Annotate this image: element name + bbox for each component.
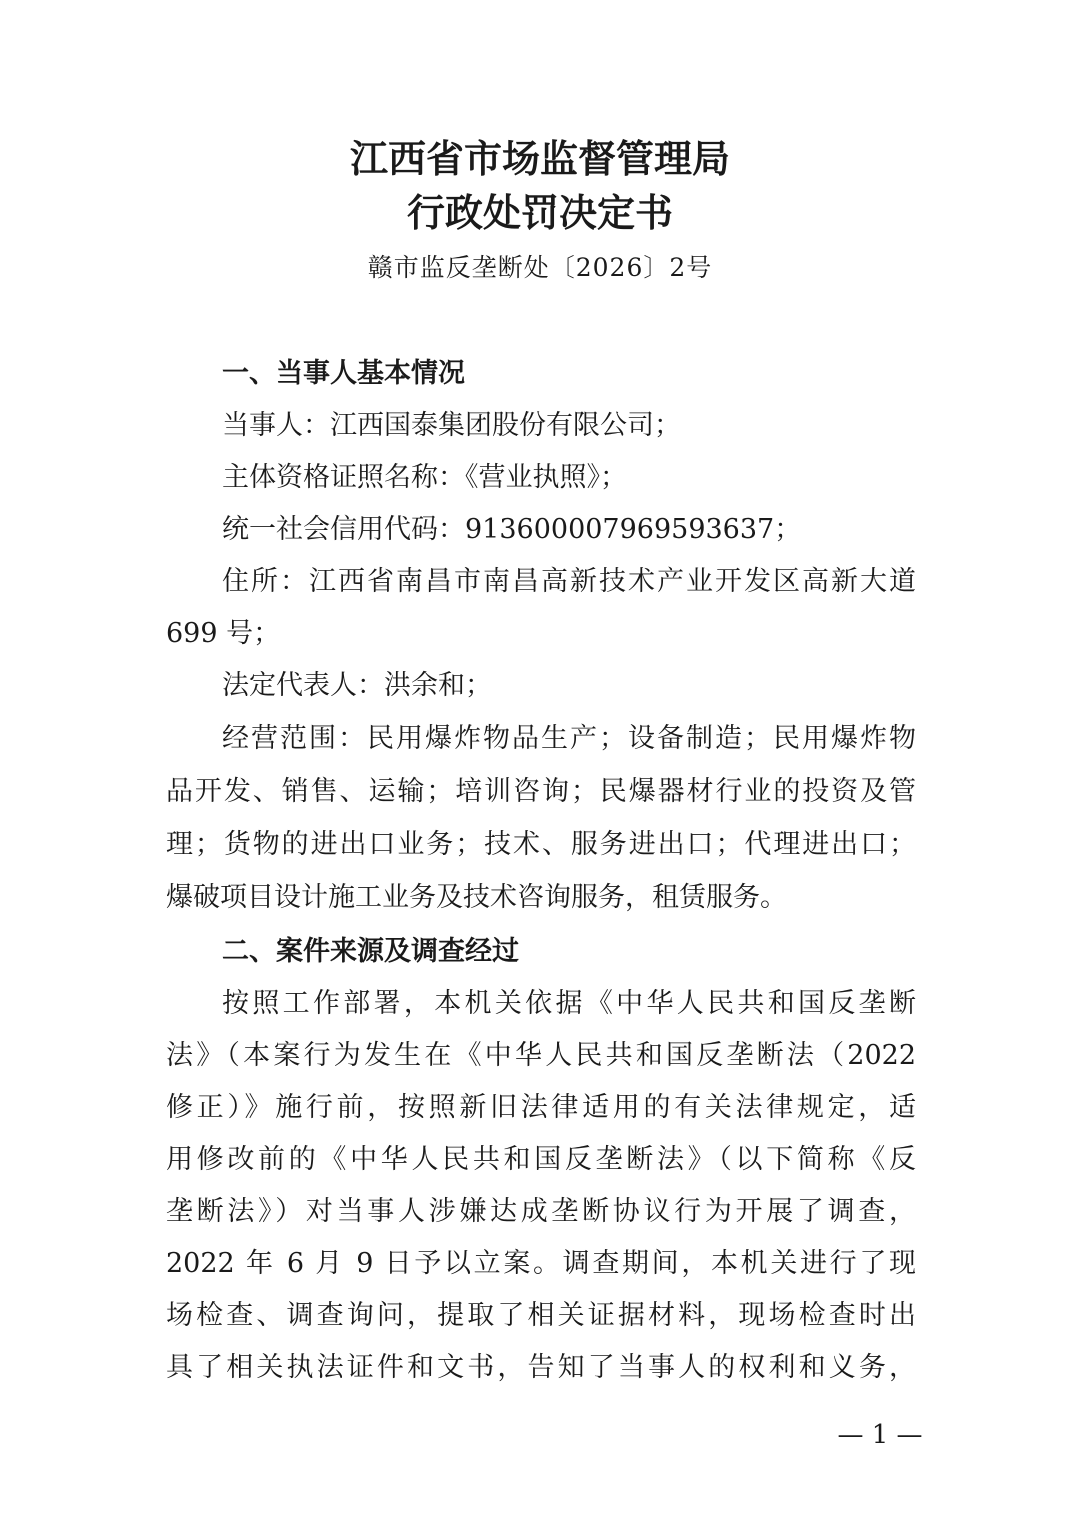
- legal-representative-line: 法定代表人：洪余和；: [222, 670, 492, 701]
- business-scope-line-cont: 理；货物的进出口业务；技术、服务进出口；代理进出口；: [166, 829, 916, 860]
- paragraph-line: 修正）》施行前，按照新旧法律适用的有关法律规定，适: [166, 1092, 916, 1123]
- paragraph-line: 场检查、调查询问，提取了相关证据材料，现场检查时出: [166, 1300, 916, 1331]
- document-title-type: 行政处罚决定书: [406, 191, 673, 235]
- business-scope-line: 经营范围：民用爆炸物品生产；设备制造；民用爆炸物: [222, 723, 916, 754]
- business-scope-line-cont: 品开发、销售、运输；培训咨询；民爆器材行业的投资及管: [166, 776, 916, 807]
- license-name-line: 主体资格证照名称：《营业执照》；: [222, 462, 627, 493]
- address-line-cont: 699 号；: [166, 618, 281, 649]
- paragraph-line: 用修改前的《中华人民共和国反垄断法》（以下简称《反: [166, 1144, 916, 1175]
- section-heading-party-info: 一、当事人基本情况: [222, 358, 465, 389]
- address-line: 住所：江西省南昌市南昌高新技术产业开发区高新大道: [222, 566, 916, 597]
- document-title-authority: 江西省市场监督管理局: [349, 137, 730, 181]
- business-scope-line-end: 爆破项目设计施工业务及技术咨询服务，租赁服务。: [166, 882, 787, 913]
- section-heading-case-source: 二、案件来源及调查经过: [222, 936, 519, 967]
- paragraph-line: 2022 年 6 月 9 日予以立案。调查期间，本机关进行了现: [166, 1248, 916, 1279]
- paragraph-line: 具了相关执法证件和文书，告知了当事人的权利和义务，: [166, 1352, 916, 1383]
- party-name-line: 当事人：江西国泰集团股份有限公司；: [222, 410, 681, 441]
- paragraph-line: 按照工作部署，本机关依据《中华人民共和国反垄断: [222, 988, 916, 1019]
- paragraph-line: 垄断法》）对当事人涉嫌达成垄断协议行为开展了调查，: [166, 1196, 916, 1227]
- paragraph-line: 法》（本案行为发生在《中华人民共和国反垄断法（2022: [166, 1040, 916, 1071]
- page-number: — 1 —: [837, 1420, 923, 1450]
- document-number: 赣市监反垄断处〔2026〕2号: [367, 253, 713, 282]
- credit-code-line: 统一社会信用代码：913600007969593637；: [222, 514, 802, 545]
